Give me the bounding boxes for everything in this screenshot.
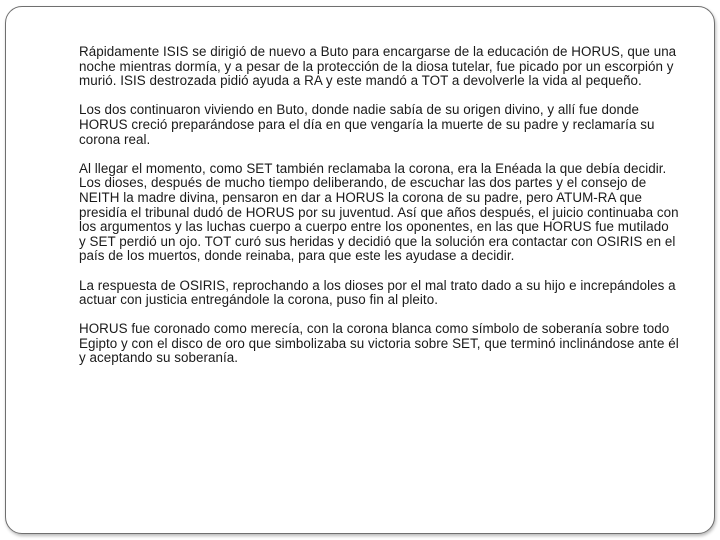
paragraph-ennead-trial: Al llegar el momento, como SET también reclamaba la corona, era la Enéada la que debía decidir. Los dioses, después de mucho tiempo deliberando, de escuchar las dos partes y el consejo de NEITH la madre divina, pensaron en dar a HORUS la corona de su padre, pero ATUM-RA que presidía el tribunal dudó de HORUS por su juventud. Así que años después, el juicio continuaba con los argumentos y las luchas cuerpo a cuerpo entre los oponentes, en las que HORUS fue mutilado y SET perdió un ojo. TOT curó sus heridas y decidió que la solución era contactar con OSIRIS en el país de los muertos, donde reinaba, para que este les ayudase a decidir. <box>79 160 679 264</box>
paragraph-horus-crowned: HORUS fue coronado como merecía, con la corona blanca como símbolo de soberanía sobre todo Egipto y con el disco de oro que simbolizaba su victoria sobre SET, que terminó inclinándose ante él y aceptando su soberanía. <box>79 321 679 366</box>
slide-text-body <box>79 45 679 366</box>
paragraph-isis-education: Rápidamente ISIS se dirigió de nuevo a Buto para encargarse de la educación de HORUS, que una noche mientras dormía, y a pesar de la protección de la diosa tutelar, fue picado por un escorpión y murió. ISIS destrozada pidió ayuda a RA y este mandó a TOT a devolverle la vida al pequeño. <box>79 44 677 89</box>
paragraph-horus-in-buto: Los dos continuaron viviendo en Buto, donde nadie sabía de su origen divino, y allí fue donde HORUS creció preparándose para el día en que vengaría la muerte de su padre y reclamaría su corona real. <box>79 102 655 147</box>
paragraph-osiris-response: La respuesta de OSIRIS, reprochando a los dioses por el mal trato dado a su hijo e increpándoles a actuar con justicia entregándole la corona, puso fin al pleito. <box>79 277 676 308</box>
